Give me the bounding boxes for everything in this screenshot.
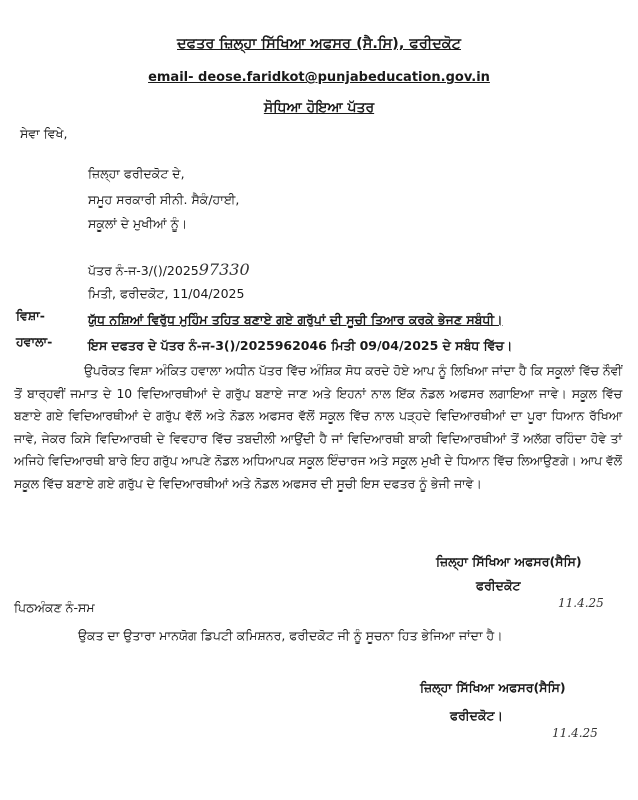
signature-designation: ਜ਼ਿਲ੍ਹਾ ਸਿੱਖਿਆ ਅਫਸਰ(ਸੈਸਿ) — [420, 680, 566, 695]
body-paragraph: ਉਪਰੋਕਤ ਵਿਸ਼ਾ ਅੰਕਿਤ ਹਵਾਲਾ ਅਧੀਨ ਪੱਤਰ ਵਿੱਚ ਅੰਸ਼ਿਕ ਸੋਧ ਕਰਦੇ ਹੋਏ ਆਪ ਨੂੰ ਲਿਖਿਆ ਜਾਂਦਾ ਹੈ ਕਿ ਸਕੂਲਾਂ ਵਿੱਚ ਨੌਵੀਂ ਤੋਂ ਬਾਰ੍ਹਵੀਂ ਜਮਾਤ ਦੇ 10 ਵਿਦਿਆਰਥੀਆਂ ਦੇ ਗਰੁੱਪ ਬਣਾਏ ਜਾਣ ਅਤੇ ਇਹਨਾਂ ਨਾਲ ਇੱਕ ਨੋਡਲ ਅਫਸਰ ਲਗਾਇਆ ਜਾਵੇ। ਸਕੂਲ ਵਿੱਚ ਬਣਾਏ ਗਏ ਵਿਦਿਆਰਥੀਆਂ ਦੇ ਗਰੁੱਪ ਵੱਲੋਂ ਅਤੇ ਨੋਡਲ ਅਫਸਰ ਵੱਲੋਂ ਸਕੂਲ ਵਿੱਚ ਨਾਲ ਪੜ੍ਹਦੇ ਵਿਦਿਆਰਥੀਆਂ ਦਾ ਪੂਰਾ ਧਿਆਨ ਰੱਖਿਆ ਜਾਵੇ, ਜੇਕਰ ਕਿਸੇ ਵਿਦਿਆਰਥੀ ਦੇ ਵਿਵਹਾਰ ਵਿੱਚ ਤਬਦੀਲੀ ਆਉਂਦੀ ਹੈ ਜਾਂ ਵਿਦਿਆਰਥੀ ਬਾਕੀ ਵਿਦਿਆਰਥੀਆਂ ਤੋਂ ਅਲੱਗ ਰਹਿੰਦਾ ਹੋਵੇ ਤਾਂ ਅਜਿਹੇ ਵਿਦਿਆਰਥੀ ਬਾਰੇ ਇਹ ਗਰੁੱਪ ਆਪਣੇ ਨੋਡਲ ਅਧਿਆਪਕ ਸਕੂਲ ਇੰਚਾਰਜ ਅਤੇ ਸਕੂਲ ਮੁਖੀ ਦੇ ਧਿਆਨ ਵਿੱਚ ਲਿਆਉਣਗੇ। ਆਪ ਵੱਲੋਂ ਸਕੂਲ ਵਿੱਚ ਬਣਾਏ ਗਏ ਗਰੁੱਪ ਦੇ ਵਿਦਿਆਰਥੀਆਂ ਅਤੇ ਨੋਡਲ ਅਫਸਰ ਦੀ ਸੂਚੀ ਇਸ ਦਫਤਰ ਨੂੰ ਭੇਜੀ ਜਾਵੇ। — [14, 364, 622, 491]
letter-number-label: ਪੱਤਰ ਨੰ-ਜ-3/()/2025 — [88, 263, 199, 278]
signature-handwritten-date: 11.4.25 — [558, 596, 604, 610]
signature-place: ਫਰੀਦਕੋਟ। — [450, 708, 503, 723]
date-line: ਮਿਤੀ, ਫਰੀਦਕੋਟ, 11/04/2025 — [88, 286, 245, 301]
subject-text: ਯੁੱਧ ਨਸ਼ਿਆਂ ਵਿਰੁੱਧ ਮੁਹਿੰਮ ਤਹਿਤ ਬਣਾਏ ਗਏ ਗਰੁੱਪਾਂ ਦੀ ਸੂਚੀ ਤਿਆਰ ਕਰਕੇ ਭੇਜਣ ਸਬੰਧੀ। — [88, 312, 503, 327]
endorsement-text: ਉਕਤ ਦਾ ਉਤਾਰਾ ਮਾਨਯੋਗ ਡਿਪਟੀ ਕਮਿਸ਼ਨਰ, ਫਰੀਦਕੋਟ ਜੀ ਨੂੰ ਸੂਚਨਾ ਹਿਤ ਭੇਜਿਆ ਜਾਂਦਾ ਹੈ। — [78, 628, 503, 643]
signature-designation: ਜ਼ਿਲ੍ਹਾ ਸਿੱਖਿਆ ਅਫਸਰ(ਸੈਸਿ) — [436, 554, 582, 569]
office-title: ਦਫਤਰ ਜ਼ਿਲ੍ਹਾ ਸਿੱਖਿਆ ਅਫਸਰ (ਸੈ.ਸਿ), ਫਰੀਦਕੋਟ — [177, 36, 461, 52]
signature-place: ਫਰੀਦਕੋਟ — [476, 578, 521, 593]
recipient-line: ਸਮੂਹ ਸਰਕਾਰੀ ਸੀਨੀ. ਸੈਕੰ/ਹਾਈ, — [88, 192, 240, 207]
reference-label: ਹਵਾਲਾ- — [16, 334, 53, 349]
letter-number-handwritten: 97330 — [198, 260, 250, 279]
salutation: ਸੇਵਾ ਵਿਖੇ, — [20, 126, 68, 141]
letter-type-heading: ਸੋਧਿਆ ਹੋਇਆ ਪੱਤਰ — [263, 100, 375, 116]
reference-text: ਇਸ ਦਫਤਰ ਦੇ ਪੱਤਰ ਨੰ-ਜ-3()/2025962046 ਮਿਤੀ 09/04/2025 ਦੇ ਸਬੰਧ ਵਿੱਚ। — [88, 338, 513, 353]
recipient-line: ਜ਼ਿਲ੍ਹਾ ਫਰੀਦਕੋਟ ਦੇ, — [88, 166, 185, 181]
recipient-line: ਸਕੂਲਾਂ ਦੇ ਮੁਖੀਆਂ ਨੂੰ। — [88, 216, 188, 231]
letter-number — [88, 260, 250, 279]
signature-handwritten-date: 11.4.25 — [552, 726, 598, 740]
subject-label: ਵਿਸ਼ਾ- — [16, 308, 45, 323]
endorsement-label: ਪਿਠਅੰਕਣ ਨੰ-ਸਮ — [14, 600, 95, 615]
office-email: email- deose.faridkot@punjabeducation.gov.in — [148, 70, 490, 85]
